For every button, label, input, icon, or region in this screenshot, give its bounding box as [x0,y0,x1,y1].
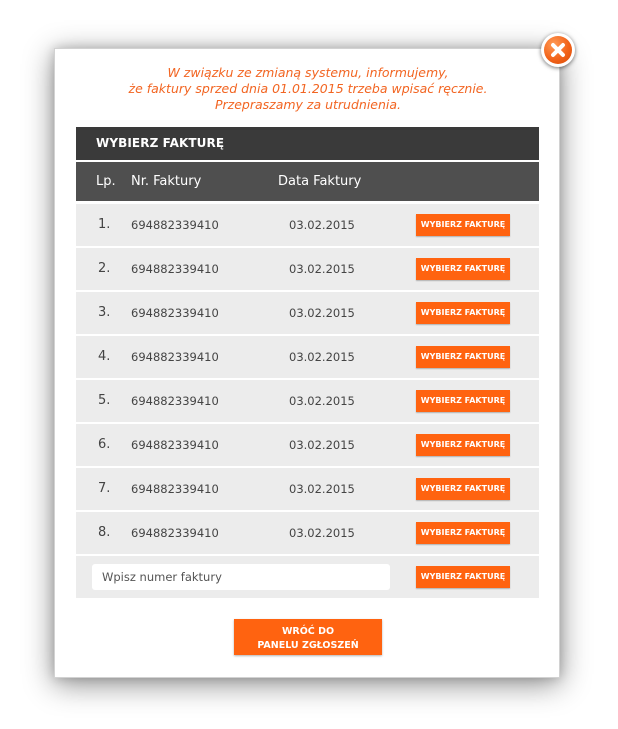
select-invoice-button[interactable]: WYBIERZ FAKTURĘ [416,478,510,500]
close-button[interactable] [541,33,575,67]
invoice-number: 694882339410 [131,218,219,232]
invoice-number: 694882339410 [131,306,219,320]
invoice-date: 03.02.2015 [289,350,355,364]
row-number: 3. [98,305,111,320]
table-row [76,380,539,422]
select-invoice-button[interactable]: WYBIERZ FAKTURĘ [416,390,510,412]
select-invoice-button[interactable]: WYBIERZ FAKTURĘ [416,302,510,324]
select-invoice-button[interactable]: WYBIERZ FAKTURĘ [416,258,510,280]
row-number: 1. [98,217,111,232]
column-header-invoice-number: Nr. Faktury [131,174,202,189]
back-to-panel-button[interactable] [234,619,382,655]
invoice-number: 694882339410 [131,526,219,540]
table-row [76,424,539,466]
invoice-number-input[interactable] [92,564,390,590]
invoice-date: 03.02.2015 [289,482,355,496]
manual-entry-row [76,556,539,598]
table-row [76,292,539,334]
row-number: 5. [98,393,111,408]
table-row [76,248,539,290]
invoice-number: 694882339410 [131,482,219,496]
notice-line-3: Przepraszamy za utrudnienia. [214,97,402,112]
row-number: 7. [98,481,111,496]
notice-line-2: że faktury sprzed dnia 01.01.2015 trzeba wpisać ręcznie. [128,81,488,96]
table-row [76,468,539,510]
select-invoice-button[interactable]: WYBIERZ FAKTURĘ [416,214,510,236]
invoice-date: 03.02.2015 [289,306,355,320]
table-row [76,336,539,378]
select-invoice-button[interactable]: WYBIERZ FAKTURĘ [416,346,510,368]
invoice-rows [76,204,539,598]
select-manual-invoice-button[interactable]: WYBIERZ FAKTURĘ [416,566,510,588]
table-row [76,512,539,554]
invoice-date: 03.02.2015 [289,218,355,232]
invoice-modal [54,48,560,678]
select-invoice-button[interactable]: WYBIERZ FAKTURĘ [416,522,510,544]
select-invoice-button[interactable]: WYBIERZ FAKTURĘ [416,434,510,456]
column-header-row [76,162,539,201]
notice-message [55,65,561,113]
invoice-date: 03.02.2015 [289,394,355,408]
back-button-line-1: WRÓĆ DO [281,626,335,637]
column-header-lp: Lp. [96,174,116,189]
row-number: 6. [98,437,111,452]
invoice-table [76,127,539,598]
table-row [76,204,539,246]
table-title: WYBIERZ FAKTURĘ [76,127,539,160]
invoice-date: 03.02.2015 [289,262,355,276]
close-icon[interactable] [544,36,572,64]
invoice-number: 694882339410 [131,262,219,276]
row-number: 2. [98,261,111,276]
row-number: 8. [98,525,111,540]
invoice-number: 694882339410 [131,350,219,364]
notice-line-1: W związku ze zmianą systemu, informujemy, [167,65,449,80]
invoice-number: 694882339410 [131,438,219,452]
back-button-line-2: PANELU ZGŁOSZEŃ [257,640,359,651]
row-number: 4. [98,349,111,364]
invoice-date: 03.02.2015 [289,438,355,452]
invoice-date: 03.02.2015 [289,526,355,540]
column-header-invoice-date: Data Faktury [278,174,362,189]
invoice-number: 694882339410 [131,394,219,408]
